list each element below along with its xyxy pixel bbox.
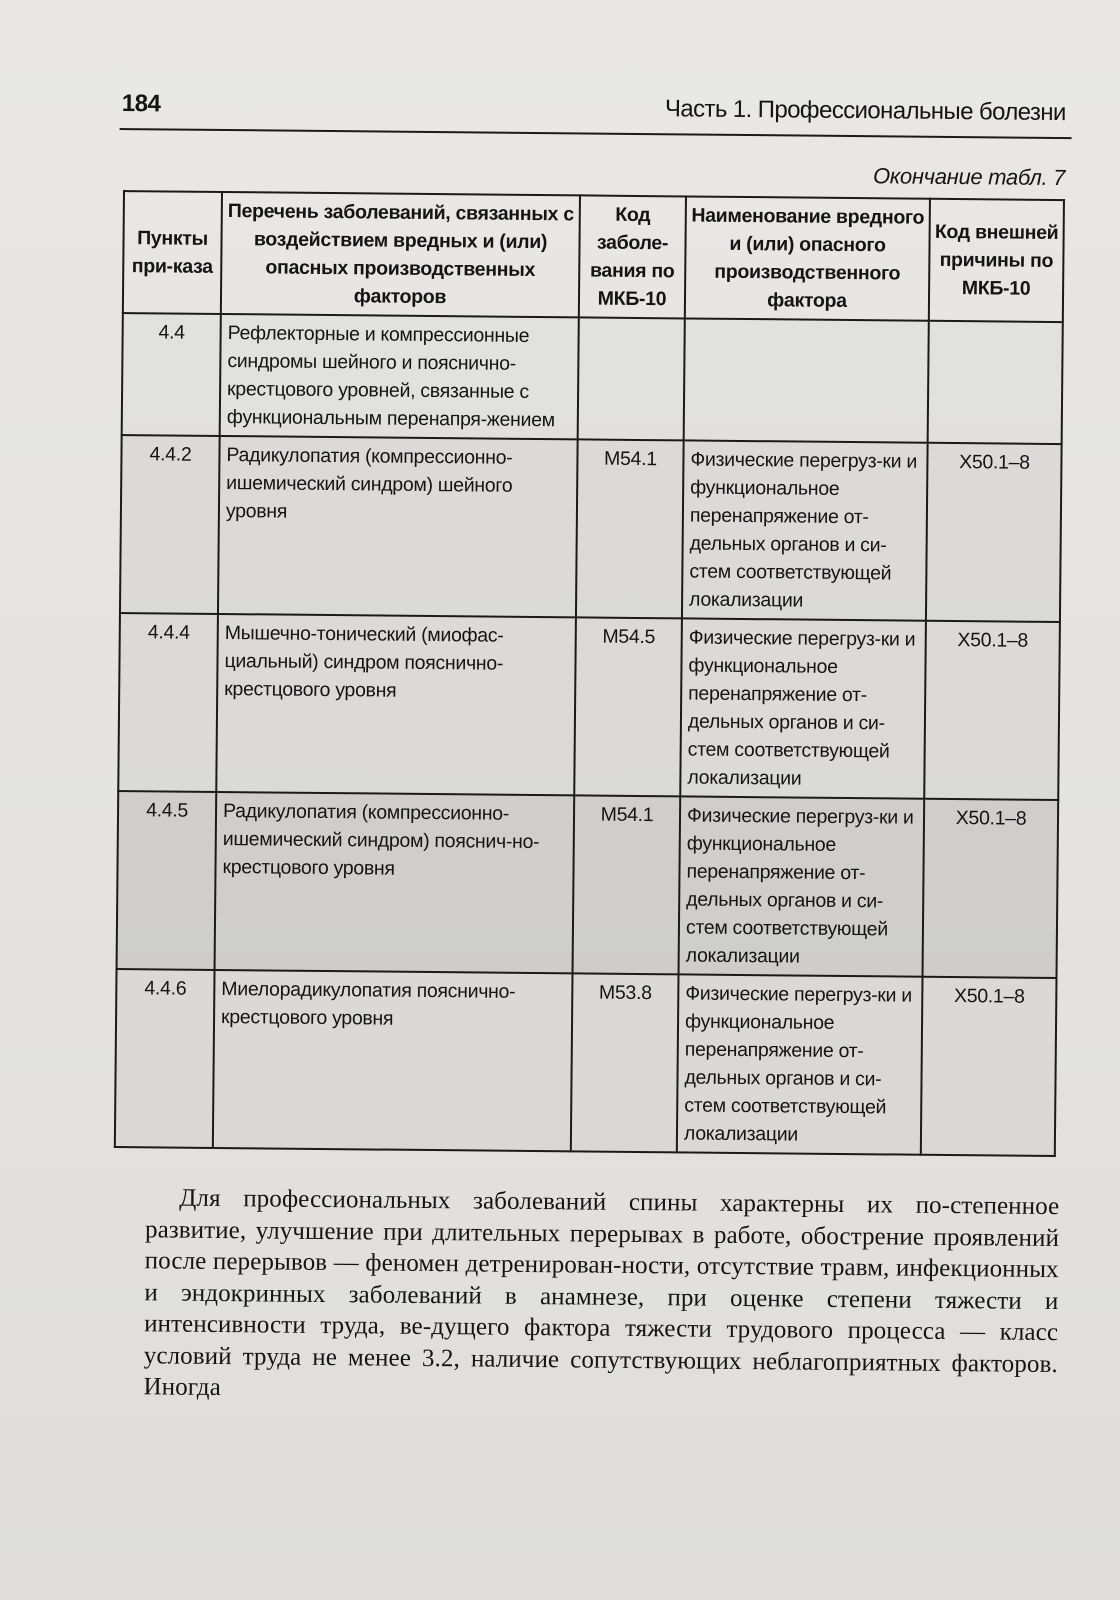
- body-paragraph: Для профессиональных заболеваний спины характерны их по-степенное развитие, улучшение при длительных перерывах в работе, обострение проявлений после перерывов — феномен детренирован-ности, отсутствие травм, инфекционных и эндокринных заболеваний в анамнезе, при оценке степени тяжести и интенсивности труда, ве-дущего фактора тяжести трудового процесса — класс условий труда не менее 3.2, наличие сопутствующих неблагоприятных факторов. Иногда: [143, 1184, 1060, 1402]
- column-header-item: Пункты при-каза: [123, 191, 222, 314]
- external-code-cell: X50.1–8: [924, 621, 1060, 800]
- factor-cell: [684, 318, 929, 442]
- table-header: [123, 191, 1064, 322]
- external-code-cell: X50.1–8: [923, 799, 1059, 978]
- table-row: [117, 791, 1059, 978]
- icd-code-cell: [578, 317, 685, 440]
- item-cell: 4.4.5: [117, 791, 217, 970]
- running-head: [120, 88, 1072, 139]
- icd-code-cell: M54.1: [573, 795, 681, 974]
- item-cell: 4.4: [122, 313, 221, 436]
- table-caption: Окончание табл. 7: [872, 163, 1066, 191]
- table-row: [120, 435, 1062, 622]
- factor-cell: Физические перегруз-ки и функциональное перенапряжение от-дельных органов и си-стем соответствующей локализации: [680, 618, 926, 798]
- disease-cell: Рефлекторные и компрессионные синдромы шейного и пояснично-крестцового уровней, связанные с функциональным перенапря-жением: [220, 314, 579, 439]
- table-body: [115, 313, 1063, 1156]
- factor-cell: Физические перегруз-ки и функциональное перенапряжение от-дельных органов и си-стем соответствующей локализации: [679, 796, 925, 976]
- page-number: 184: [121, 90, 161, 118]
- external-code-cell: X50.1–8: [921, 977, 1057, 1156]
- disease-cell: Мышечно-тонический (миофас-циальный) синдром пояснично-крестцового уровня: [216, 614, 576, 795]
- column-header-disease: Перечень заболеваний, связанных с воздействием вредных и (или) опасных производственных факторов: [221, 192, 580, 317]
- table-row: [115, 969, 1057, 1156]
- column-header-external-code: Код внешней причины по МКБ-10: [929, 199, 1064, 322]
- item-cell: 4.4.2: [120, 435, 220, 614]
- external-code-cell: X50.1–8: [926, 443, 1062, 622]
- item-cell: 4.4.6: [115, 969, 215, 1148]
- icd-code-cell: M54.1: [576, 439, 684, 618]
- disease-cell: Радикулопатия (компрессионно-ишемический синдром) шейного уровня: [218, 436, 578, 617]
- factor-cell: Физические перегруз-ки и функциональное перенапряжение от-дельных органов и си-стем соответствующей локализации: [682, 440, 928, 620]
- icd-code-cell: M53.8: [571, 973, 679, 1152]
- table-row: [118, 613, 1060, 800]
- disease-cell: Радикулопатия (компрессионно-ишемический синдром) пояснич-но-крестцового уровня: [215, 792, 575, 973]
- external-code-cell: [928, 321, 1063, 444]
- column-header-factor: Наименование вредного и (или) опасного производственного фактора: [685, 196, 930, 320]
- header-row: [123, 191, 1064, 322]
- factor-cell: Физические перегруз-ки и функциональное перенапряжение от-дельных органов и си-стем соответствующей локализации: [677, 974, 923, 1154]
- item-cell: 4.4.4: [118, 613, 218, 792]
- column-header-icd-code: Код заболе-вания по МКБ-10: [579, 195, 686, 318]
- page-content: [107, 88, 1072, 1437]
- disease-table: [114, 190, 1065, 1157]
- disease-cell: Миелорадикулопатия пояснично-крестцового уровня: [213, 970, 573, 1151]
- part-title: Часть 1. Профессиональные болезни: [664, 95, 1066, 127]
- icd-code-cell: M54.5: [574, 617, 682, 796]
- table-row: [122, 313, 1063, 444]
